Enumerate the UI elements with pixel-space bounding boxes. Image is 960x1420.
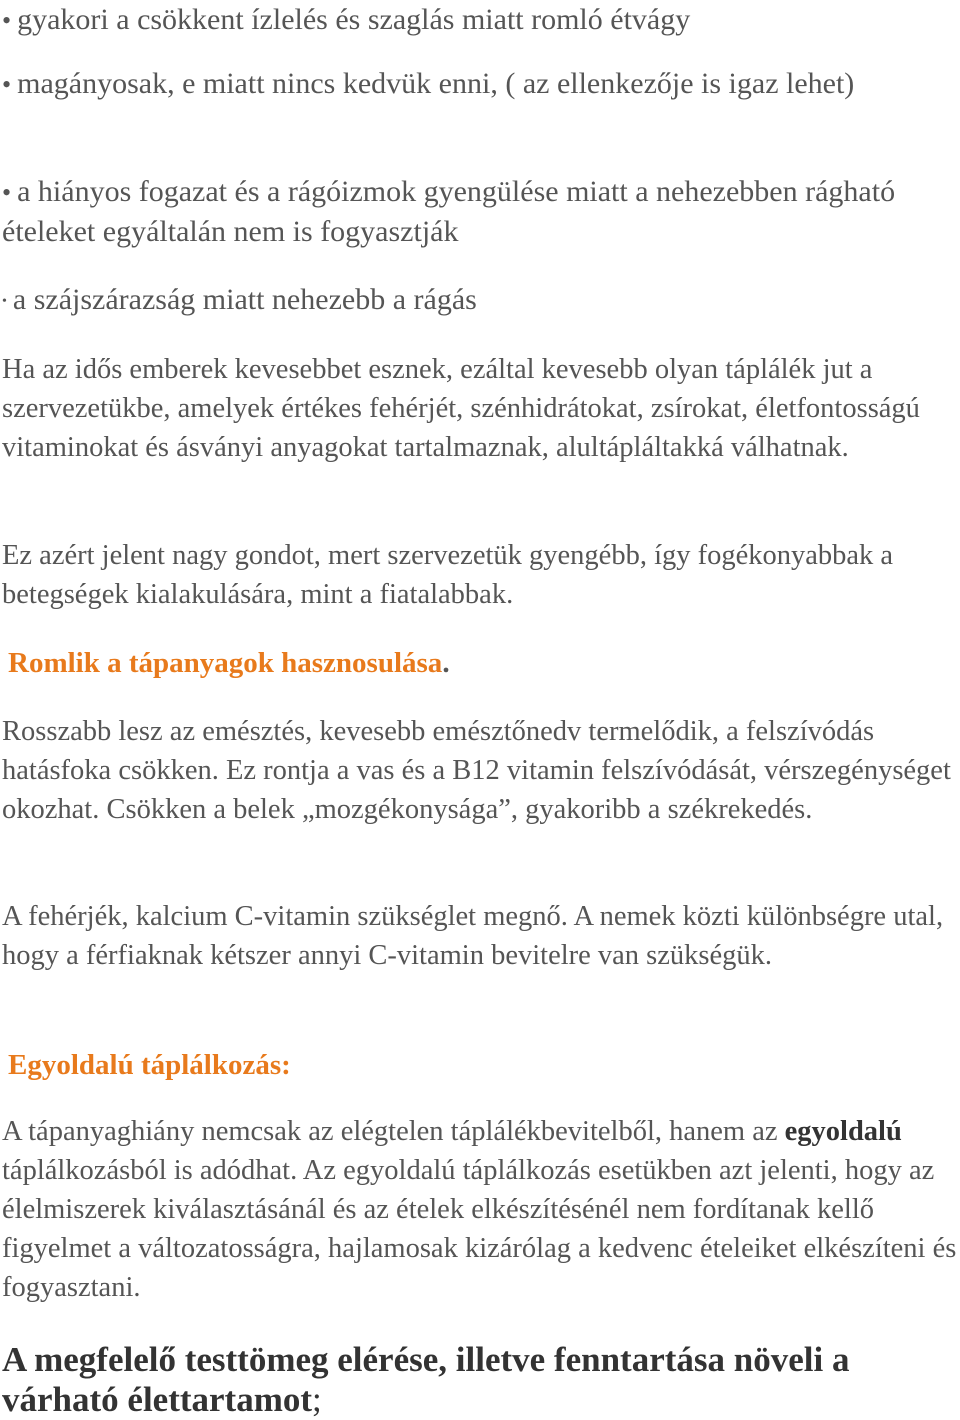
heading-semicolon: ;: [312, 1380, 322, 1419]
paragraph-text-start: A tápanyaghiány nemcsak az elégtelen táplálékbevitelből, hanem az: [2, 1116, 785, 1147]
paragraph-digestion: Rosszabb lesz az emésztés, kevesebb emésztőnedv termelődik, a felszívódás hatásfoka csökken. Ez rontja a vas és a B12 vitamin felszívódását, vérszegénységet okozhat. Csökken a belek „mozgékonysága”, gyakoribb a székrekedés.: [2, 716, 951, 825]
bullet-text: a hiányos fogazat és a rágóizmok gyengülése miatt a nehezebben rágható ételeket egyáltalán nem is fogyasztják: [2, 175, 896, 248]
bullet-item-loneliness: [2, 64, 958, 104]
paragraph-weaker-body: Ez azért jelent nagy gondot, mert szervezetük gyengébb, így fogékonyabbak a betegségek kialakulására, mint a fiatalabbak.: [2, 540, 894, 610]
bullet-item-appetite: [2, 0, 958, 40]
emphasis-one-sided: egyoldalú: [784, 1116, 902, 1147]
heading-one-sided-diet: Egyoldalú táplálkozás:: [8, 1049, 291, 1081]
bullet-item-teeth: [2, 172, 958, 251]
paragraph-one-sided-diet: [2, 1112, 958, 1307]
heading-text: Romlik a tápanyagok hasznosulása: [8, 647, 443, 679]
heading-period: .: [442, 647, 450, 679]
bullet-text: magányosak, e miatt nincs kedvük enni, ( az ellenkezője is igaz lehet): [17, 67, 855, 100]
bullet-text: a szájszárazság miatt nehezebb a rágás: [12, 283, 477, 316]
bullet-icon: •: [2, 70, 12, 99]
heading-body-weight: [2, 1340, 958, 1420]
bullet-item-dry-mouth: [2, 280, 958, 321]
bullet-icon: •: [2, 294, 7, 309]
paragraph-malnutrition: Ha az idős emberek kevesebbet esznek, ezáltal kevesebb olyan táplálék jut a szervezetükbe, amelyek értékes fehérjét, szénhidrátokat, zsírokat, életfontosságú vitaminokat és ásványi anyagokat tartalmaznak, alultápláltakká válhatnak.: [2, 354, 920, 463]
heading-nutrient-utilization: [2, 644, 960, 683]
bullet-text: gyakori a csökkent ízlelés és szaglás miatt romló étvágy: [17, 3, 691, 36]
bullet-icon: •: [2, 178, 12, 207]
bullet-icon: •: [2, 6, 12, 35]
paragraph-text-end: táplálkozásból is adódhat. Az egyoldalú táplálkozás esetükben azt jelenti, hogy az élelmiszerek kiválasztásánál és az ételek elkészítésénél nem fordítanak kellő figyelmet a változatosságra, hajlamosak kizárólag a kedvenc ételeiket elkészíteni és fogyasztani.: [2, 1155, 957, 1303]
heading-text: A megfelelő testtömeg elérése, illetve fenntartása növeli a várható élettartamot: [2, 1340, 850, 1419]
paragraph-vitamin-needs: A fehérjék, kalcium C-vitamin szükséglet megnő. A nemek közti különbségre utal, hogy a férfiaknak kétszer annyi C-vitamin bevitelre van szükségük.: [2, 901, 944, 971]
